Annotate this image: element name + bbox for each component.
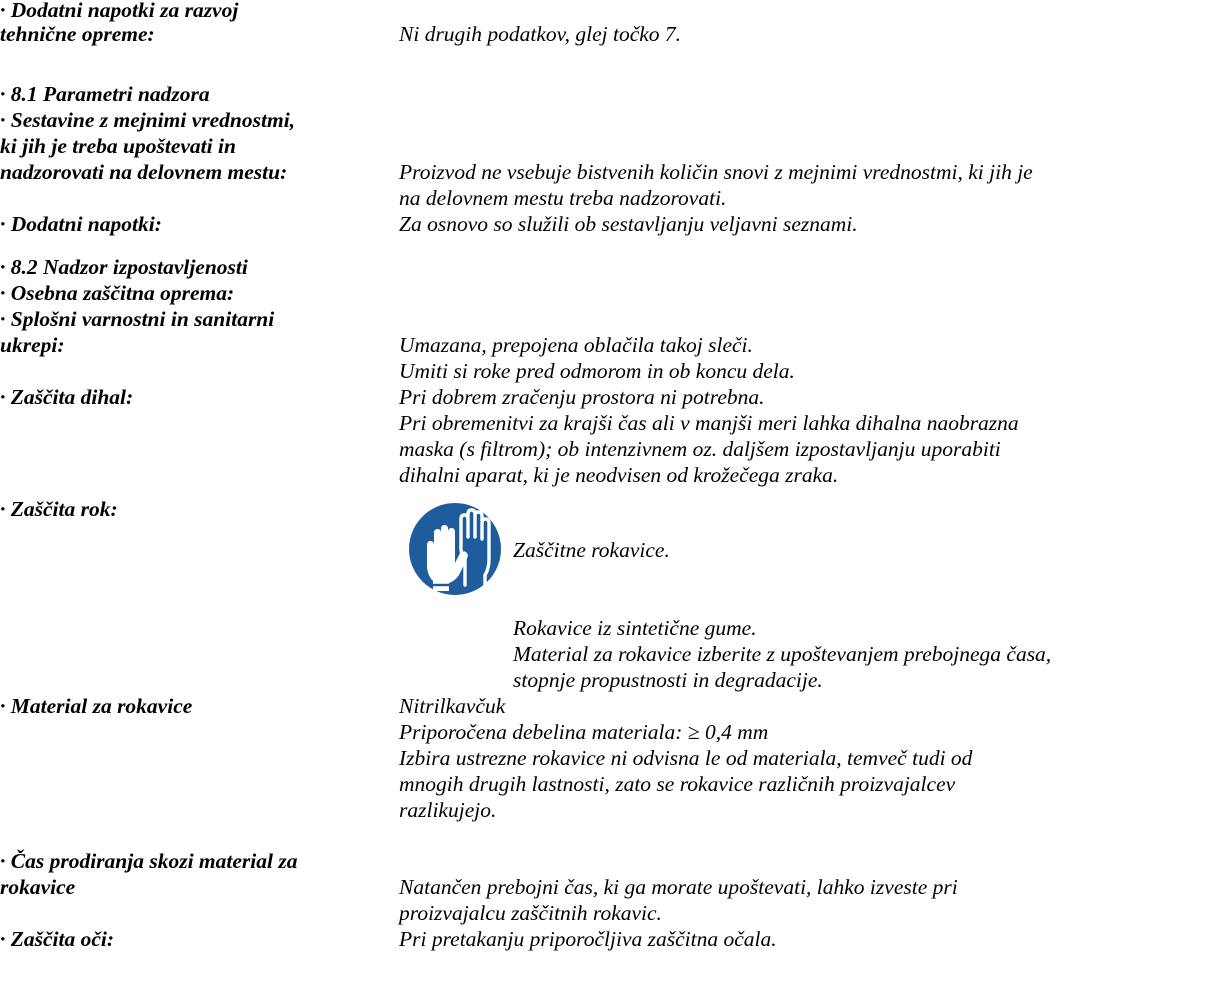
- value-respiratory-line3: maska (s filtrom); ob intenzivnem oz. daljšem izpostavljanju uporabiti: [399, 437, 1001, 461]
- label-breakthrough-line1: · Čas prodiranja skozi material za: [0, 849, 298, 873]
- value-hand-protection-line2: Material za rokavice izberite z upoštevanjem prebojnega časa,: [513, 642, 1052, 666]
- value-glove-material-line4: mnogih drugih lastnosti, zato se rokavice različnih proizvajalcev: [399, 772, 956, 796]
- label-additional-notes: · Dodatni napotki:: [0, 212, 162, 236]
- label-technical-equipment-line2: tehnične opreme:: [0, 22, 155, 46]
- label-limit-values-line1: · Sestavine z mejnimi vrednostmi,: [0, 108, 296, 132]
- value-respiratory-line1: Pri dobrem zračenju prostora ni potrebna.: [399, 385, 765, 409]
- label-eye-protection: · Zaščita oči:: [0, 927, 115, 951]
- label-technical-equipment-line1: · Dodatni napotki za razvoj: [0, 0, 239, 22]
- value-hygiene-line2: Umiti si roke pred odmorom in ob koncu dela.: [399, 359, 795, 383]
- value-limit-values-line2: na delovnem mestu treba nadzorovati.: [399, 186, 727, 210]
- value-eye-protection: Pri pretakanju priporočljiva zaščitna očala.: [399, 927, 777, 951]
- heading-8-2: · 8.2 Nadzor izpostavljenosti: [0, 255, 248, 279]
- label-limit-values-line3: nadzorovati na delovnem mestu:: [0, 160, 288, 184]
- value-hygiene-line1: Umazana, prepojena oblačila takoj sleči.: [399, 333, 753, 357]
- label-breakthrough-line2: rokavice: [0, 875, 76, 899]
- value-limit-values-line1: Proizvod ne vsebuje bistvenih količin snovi z mejnimi vrednostmi, ki jih je: [399, 160, 1033, 184]
- value-additional-notes: Za osnovo so služili ob sestavljanju veljavni seznami.: [399, 212, 858, 236]
- value-hand-protection-line1: Rokavice iz sintetične gume.: [513, 616, 757, 640]
- heading-ppe: · Osebna zaščitna oprema:: [0, 281, 235, 305]
- label-limit-values-line2: ki jih je treba upoštevati in: [0, 134, 236, 158]
- value-glove-material-line3: Izbira ustrezne rokavice ni odvisna le od materiala, temveč tudi od: [399, 746, 973, 770]
- value-technical-equipment: Ni drugih podatkov, glej točko 7.: [399, 22, 682, 46]
- label-hygiene-line2: ukrepi:: [0, 333, 65, 357]
- value-breakthrough-line1: Natančen prebojni čas, ki ga morate upoštevati, lahko izveste pri: [399, 875, 958, 899]
- protective-gloves-icon: [405, 499, 505, 599]
- heading-8-1: · 8.1 Parametri nadzora: [0, 82, 210, 106]
- value-hand-protection-caption: Zaščitne rokavice.: [513, 538, 670, 562]
- label-glove-material: · Material za rokavice: [0, 694, 193, 718]
- value-breakthrough-line2: proizvajalcu zaščitnih rokavic.: [399, 901, 662, 925]
- label-respiratory: · Zaščita dihal:: [0, 385, 134, 409]
- value-hand-protection-line3: stopnje propustnosti in degradacije.: [513, 668, 823, 692]
- label-hygiene-line1: · Splošni varnostni in sanitarni: [0, 307, 275, 331]
- label-hand-protection: · Zaščita rok:: [0, 497, 118, 521]
- value-respiratory-line2: Pri obremenitvi za krajši čas ali v manjši meri lahka dihalna naobrazna: [399, 411, 1019, 435]
- value-glove-material-line1: Nitrilkavčuk: [399, 694, 506, 718]
- value-glove-material-line5: razlikujejo.: [399, 798, 497, 822]
- value-glove-material-line2: Priporočena debelina materiala: ≥ 0,4 mm: [399, 720, 769, 744]
- value-respiratory-line4: dihalni aparat, ki je neodvisen od krožečega zraka.: [399, 463, 839, 487]
